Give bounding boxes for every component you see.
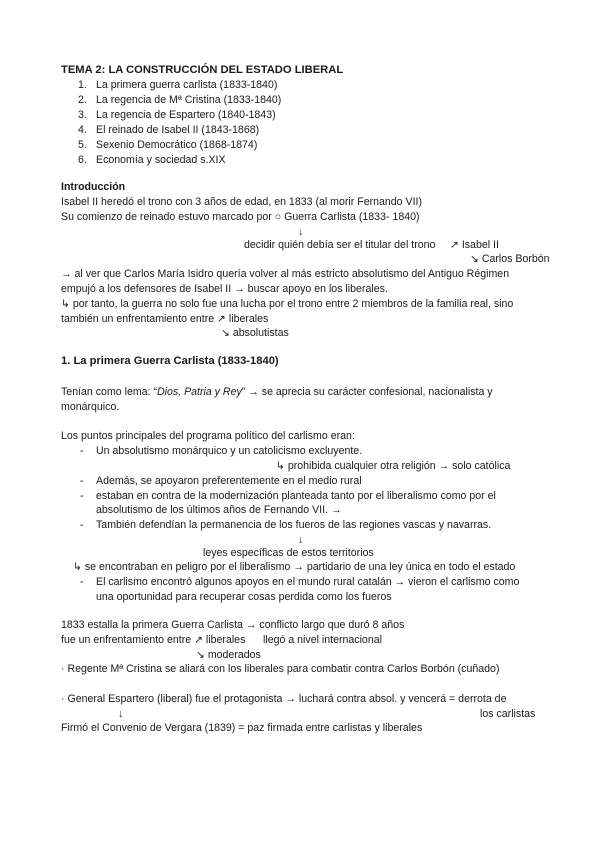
intro-line: Su comienzo de reinado estuvo marcado por ○ Guerra Carlista (1833- 1840) <box>61 211 420 223</box>
war-line-note: llegó a nivel internacional <box>263 634 382 646</box>
intro-branch: ↗ Isabel II <box>450 239 499 251</box>
down-arrow: ↓ <box>298 534 304 546</box>
motto-prefix: Tenían como lema: “ <box>61 386 157 398</box>
intro-line: también un enfrentamiento entre ↗ liberales <box>61 313 269 325</box>
intro-branch: ↘ absolutistas <box>221 327 289 339</box>
bullet-item: Además, se apoyaron preferentemente en el medio rural <box>96 475 362 487</box>
war-branch: ↘ moderados <box>196 649 261 661</box>
bullet-dash: - <box>80 519 84 531</box>
war-line: 1833 estalla la primera Guerra Carlista → conflicto largo que duró 8 años <box>61 619 405 631</box>
war-line: los carlistas <box>480 708 536 720</box>
intro-line: decidir quién debía ser el titular del trono <box>244 239 436 251</box>
bullet-item: Un absolutismo monárquico y un catolicismo excluyente. <box>96 445 363 457</box>
intro-line: empujó a los defensores de Isabel II → buscar apoyo en los liberales. <box>61 283 388 295</box>
motto-line <box>61 386 493 399</box>
list-item-number: 5. <box>78 139 87 151</box>
list-item-number: 2. <box>78 94 87 106</box>
list-item: La regencia de Espartero (1840-1843) <box>96 109 276 121</box>
bullet-dash: - <box>80 490 84 502</box>
bullet-item: También defendían la permanencia de los fueros de las regiones vascas y navarras. <box>96 519 492 531</box>
war-line: Firmó el Convenio de Vergara (1839) = paz firmada entre carlistas y liberales <box>61 722 423 734</box>
note-line: leyes específicas de estos territorios <box>203 547 374 559</box>
list-item: Economía y sociedad s.XIX <box>96 154 226 166</box>
section-heading: 1. La primera Guerra Carlista (1833-1840) <box>61 355 279 367</box>
bullet-item: estaban en contra de la modernización planteada tanto por el liberalismo como por el <box>96 490 496 502</box>
war-line: fue un enfrentamiento entre ↗ liberales <box>61 634 246 646</box>
page-title: TEMA 2: LA CONSTRUCCIÓN DEL ESTADO LIBERAL <box>61 64 344 76</box>
intro-line: → al ver que Carlos María Isidro quería volver al más estricto absolutismo del Antiguo Régimen <box>61 268 510 280</box>
bullet-dash: - <box>80 445 84 457</box>
motto-line: monárquico. <box>61 401 120 413</box>
bullet-sub: ↳ prohibida cualquier otra religión → solo católica <box>276 460 511 472</box>
intro-heading: Introducción <box>61 181 126 193</box>
note-line: ↳ se encontraban en peligro por el liberalismo → partidario de una ley única en todo el estado <box>73 561 516 573</box>
list-item-number: 1. <box>78 79 87 91</box>
motto-text: Dios, Patria y Rey <box>156 386 242 398</box>
bullet-item: una oportunidad para recuperar cosas perdida como los fueros <box>96 591 392 603</box>
bullet-item: El carlismo encontró algunos apoyos en el mundo rural catalán → vieron el carlismo como <box>96 576 520 588</box>
list-item: El reinado de Isabel II (1843-1868) <box>96 124 260 136</box>
bullet-dash: - <box>80 475 84 487</box>
war-line: · General Espartero (liberal) fue el protagonista → luchará contra absol. y vencerá = derrota de <box>61 693 507 705</box>
list-item: La primera guerra carlista (1833-1840) <box>96 79 278 91</box>
paragraph: Los puntos principales del programa político del carlismo eran: <box>61 430 355 442</box>
list-item: Sexenio Democrático (1868-1874) <box>96 139 258 151</box>
war-line: · Regente Mª Cristina se aliará con los liberales para combatir contra Carlos Borbón (cuñado) <box>61 663 500 675</box>
list-item-number: 4. <box>78 124 87 136</box>
intro-branch: ↘ Carlos Borbón <box>470 253 550 265</box>
bullet-dash: - <box>80 576 84 588</box>
list-item-number: 6. <box>78 154 87 166</box>
motto-suffix: ” → se aprecia su carácter confesional, nacionalista y <box>241 386 493 398</box>
intro-line: Isabel II heredó el trono con 3 años de edad, en 1833 (al morir Fernando VII) <box>61 196 422 208</box>
bullet-item: absolutismo de los últimos años de Fernando VII. → <box>96 504 342 516</box>
list-item-number: 3. <box>78 109 87 121</box>
intro-line: ↳ por tanto, la guerra no solo fue una lucha por el trono entre 2 miembros de la familia real, sino <box>61 298 514 310</box>
list-item: La regencia de Mª Cristina (1833-1840) <box>96 94 282 106</box>
down-arrow: ↓ <box>298 226 304 238</box>
down-arrow: ↓ <box>118 708 124 720</box>
